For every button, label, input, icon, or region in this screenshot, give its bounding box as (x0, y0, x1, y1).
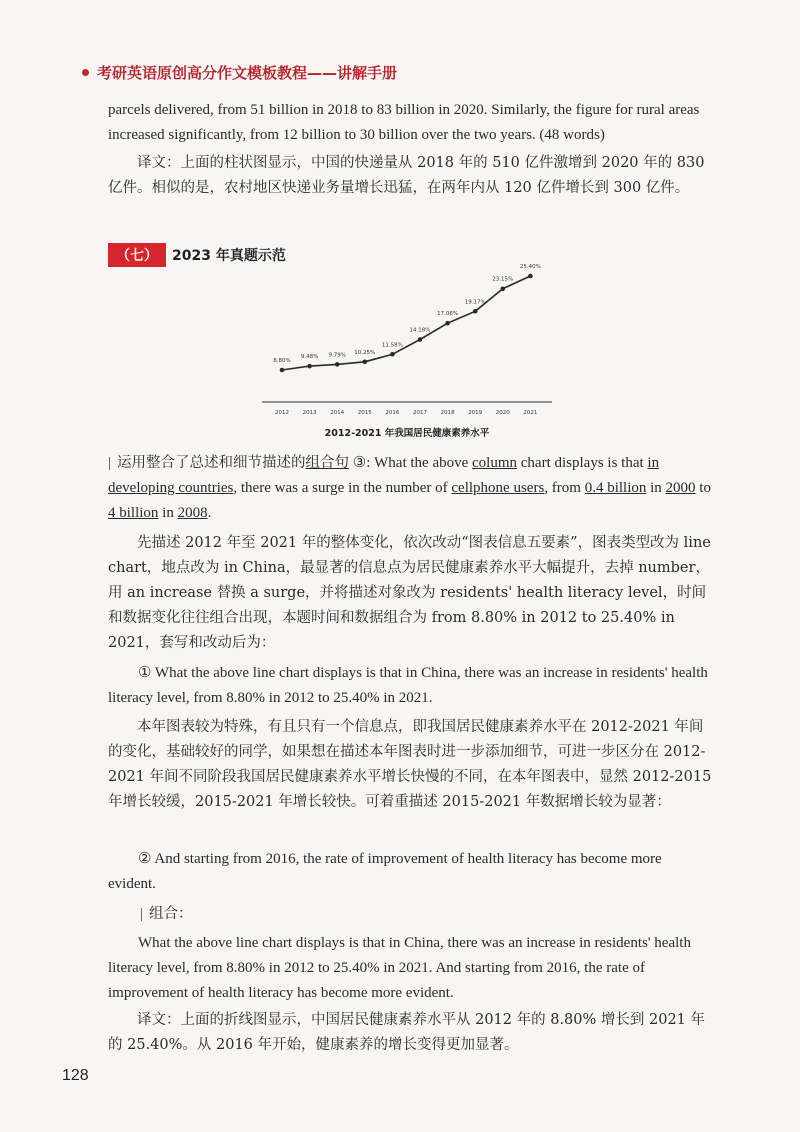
underlined-term: column (472, 455, 518, 471)
line-chart (262, 262, 562, 442)
text-run: in (158, 505, 178, 521)
data-label: 23.15% (492, 276, 514, 283)
x-tick-label: 2018 (440, 410, 455, 416)
paragraph-translation-1: 译文：上面的柱状图显示，中国的快递量从 2018 年的 510 亿件激增到 2020 年的 830 亿件。相似的是，农村地区快递业务量增长迅猛，在两年内从 120 亿件增长到 300 亿件。 (108, 155, 705, 196)
data-label: 9.79% (328, 352, 346, 359)
combination-label: 组合： (149, 906, 193, 922)
data-point (501, 286, 506, 291)
text-run: chart displays is that (517, 455, 648, 471)
text-run: , there was a surge in the number of (233, 480, 452, 496)
running-header (82, 62, 397, 83)
quote-bar: | (140, 906, 144, 922)
underlined-term: 4 billion (108, 505, 159, 521)
x-tick-label: 2015 (357, 410, 372, 416)
paragraph-combined-sentence (108, 451, 713, 526)
text-run: . (207, 505, 212, 521)
underlined-term: 2000 (665, 480, 696, 496)
data-label: 17.06% (437, 311, 459, 318)
data-label: 10.25% (354, 349, 376, 356)
bullet-dot-icon (82, 69, 89, 76)
data-label: 11.58% (381, 342, 403, 349)
x-tick-label: 2016 (385, 410, 400, 416)
data-point (473, 309, 478, 314)
data-label: 9.48% (300, 354, 319, 361)
paragraph-translation-2: 译文：上面的折线图显示，中国居民健康素养水平从 2012 年的 8.80% 增长到 2021 年的 25.40%。从 2016 年开始，健康素养的增长变得更加显著。 (108, 1012, 706, 1053)
x-tick-label: 2012 (275, 410, 289, 416)
x-tick-label: 2021 (523, 410, 538, 416)
x-tick-label: 2014 (330, 410, 345, 416)
x-tick-label: 2017 (413, 410, 427, 416)
underlined-term: in developing countries (108, 455, 660, 496)
x-tick-label: 2020 (495, 410, 510, 416)
data-label: 19.17% (464, 299, 486, 306)
combination-heading (108, 902, 713, 927)
data-label: 14.18% (409, 327, 431, 334)
data-point (363, 359, 368, 364)
underlined-term: 2008 (177, 505, 208, 521)
x-tick-label: 2013 (302, 410, 317, 416)
data-point (307, 364, 312, 369)
data-point (528, 274, 533, 279)
paragraph-sentence-1: ① What the above line chart displays is that in China, there was an increase in residents' health literacy level, from 8.80% in 2012 to 25.40% in 2021. (108, 665, 708, 706)
x-tick-label: 2019 (468, 410, 483, 416)
series-line (282, 276, 530, 370)
header-title: 考研英语原创高分作文模板教程——讲解手册 (97, 64, 398, 82)
data-label: 8.80% (273, 358, 291, 364)
underlined-term: cellphone users (451, 480, 545, 496)
chart-title: 2012-2021 年我国居民健康素养水平 (324, 428, 490, 439)
quote-bar: | (108, 455, 112, 471)
paragraph-explanation-1: 先描述 2012 年至 2021 年的整体变化，依次改动“图表信息五要素”，图表类型改为 line chart，地点改为 in China，最显著的信息点为居民健康素养水平大幅提升，去掉 number，用 an increase 替换 a surge，并将描述对象改为 residents' health literacy level，时间和数据变化往往组合出现，本题时间和数据组合为 from 8.80% in 2012 to 25.40% in 2021，套写和改动后为： (108, 535, 711, 651)
section-heading (108, 243, 286, 267)
paragraph-sentence-2: ② And starting from 2016, the rate of improvement of health literacy has become more evident. (108, 851, 662, 892)
text-run: 运用整合了总述和细节描述的 (117, 455, 306, 471)
paragraph-combined-answer: What the above line chart displays is that in China, there was an increase in residents' health literacy level, from 8.80% in 2012 to 25.40% in 2021. And starting from 2016, the rate of improvement of health literacy has become more evident. (108, 935, 691, 1001)
paragraph-explanation-2: 本年图表较为特殊，有且只有一个信息点，即我国居民健康素养水平在 2012-2021 年间的变化，基础较好的同学，如果想在描述本年图表时进一步添加细节，可进一步区分在 2012-2021 年间不同阶段我国居民健康素养水平增长快慢的不同，在本年图表中，显然 2012-2015 年增长较缓，2015-2021 年增长较快。可着重描述 2015-2021 年数据增长较为显著： (108, 719, 712, 810)
data-point (445, 321, 450, 326)
text-run: to (695, 480, 711, 496)
data-point (335, 362, 340, 367)
underlined-term: 0.4 billion (584, 480, 647, 496)
text-run: in (646, 480, 666, 496)
text-run: ③: What the above (349, 455, 473, 471)
data-point (418, 337, 423, 342)
underlined-term: 组合句 (305, 455, 350, 471)
page-number: 128 (62, 1067, 89, 1084)
section-tag: （七） (108, 243, 166, 267)
paragraph-english-1: parcels delivered, from 51 billion in 2018 to 83 billion in 2020. Similarly, the figure for rural areas increased significantly, from 12 billion to 30 billion over the two years. (48 words) (108, 102, 700, 143)
data-label: 25.40% (519, 264, 541, 270)
data-point (280, 368, 285, 373)
section-title: 2023 年真题示范 (172, 248, 286, 264)
text-run: , from (544, 480, 585, 496)
data-point (390, 352, 395, 357)
